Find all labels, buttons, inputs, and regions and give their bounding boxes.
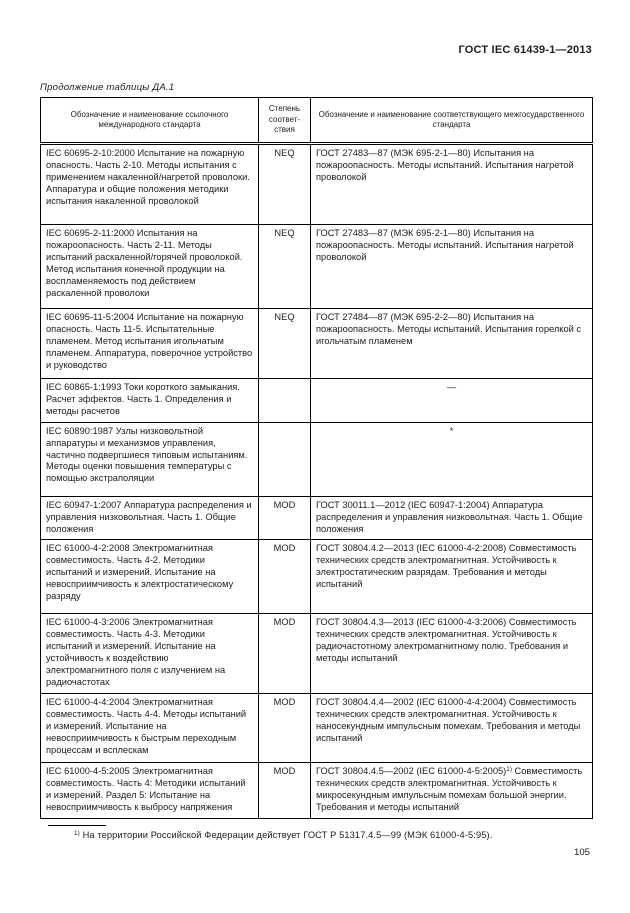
interstate-standard-text: ГОСТ 30804.4.5—2002 (IEC 61000-4-5:2005) xyxy=(316,765,507,776)
interstate-standard-cell: ГОСТ 27484—87 (МЭК 695-2-2—80) Испытания на пожароопасность. Методы испытаний. Испытания горелкой с игольчатым пламенем xyxy=(311,309,593,379)
table-row xyxy=(41,422,593,496)
interstate-standard-cell: * xyxy=(311,422,593,496)
footnote-text xyxy=(40,829,592,841)
page-number: 105 xyxy=(573,846,590,858)
col-header-interstate-standard: Обозначение и наименование соответствующего межгосударственного стандарта xyxy=(311,98,593,144)
footnote-reference-mark: 1) xyxy=(506,765,512,773)
degree-cell xyxy=(259,379,311,423)
interstate-standard-cell: ГОСТ 27483—87 (МЭК 695-2-1—80) Испытания на пожароопасность. Методы испытаний. Испытания нагретой проволокой xyxy=(311,144,593,225)
running-header: ГОСТ IEC 61439-1—2013 xyxy=(458,44,592,56)
table-row xyxy=(41,309,593,379)
table-row xyxy=(41,614,593,693)
footnote-block xyxy=(40,825,592,841)
interstate-standard-cell: ГОСТ 30011.1—2012 (IEC 60947-1:2004) Аппаратура распределения и управления низковольтная. Часть 1. Общие положения xyxy=(311,496,593,540)
footnote-separator-rule xyxy=(48,825,106,826)
footnote-marker: 1) xyxy=(74,829,80,837)
interstate-standard-cell: — xyxy=(311,379,593,423)
reference-standard-cell: IEC 60695-2-11:2000 Испытания на пожароопасность. Часть 2-11. Методы испытаний раскаленной/горячей проволокой. Метод испытания конечной продукции на воспламеняемость под действием раскаленной проволоки xyxy=(41,225,259,309)
interstate-standard-cell xyxy=(311,762,593,818)
table-row xyxy=(41,693,593,762)
degree-cell xyxy=(259,422,311,496)
table-row xyxy=(41,144,593,225)
degree-cell: MOD xyxy=(259,540,311,614)
table-row xyxy=(41,540,593,614)
table-row xyxy=(41,225,593,309)
reference-standard-cell: IEC 60947-1:2007 Аппаратура распределения и управления низковольтная. Часть 1. Общие положения xyxy=(41,496,259,540)
degree-cell: MOD xyxy=(259,496,311,540)
reference-standard-cell: IEC 61000-4-3:2006 Электромагнитная совместимость. Часть 4-3. Методики испытаний и измерений. Испытание на устойчивость к воздействию электромагнитного поля с излучением на радиочастотах xyxy=(41,614,259,693)
interstate-standard-cell: ГОСТ 30804.4.4—2002 (IEC 61000-4-4:2004) Совместимость технических средств электромагнитная. Устойчивость к наносекундным импульсным помехам. Требования и методы испытаний xyxy=(311,693,593,762)
degree-cell: NEQ xyxy=(259,309,311,379)
reference-standard-cell: IEC 60695-11-5:2004 Испытание на пожарную опасность. Часть 11-5. Испытательные пламенем. Метод испытания игольчатым пламенем. Аппаратура, поверочное устройство и руководство xyxy=(41,309,259,379)
interstate-standard-cell: ГОСТ 30804.4.2—2013 (IEC 61000-4-2:2008) Совместимость технических средств электромагнитная. Устойчивость к электростатическим разрядам. Требования и методы испытаний xyxy=(311,540,593,614)
reference-standard-cell: IEC 61000-4-5:2005 Электромагнитная совместимость. Часть 4: Методики испытаний и измерений. Раздел 5: Испытание на невосприимчивость к выбросу напряжения xyxy=(41,762,259,818)
reference-standard-cell: IEC 60865-1:1993 Токи короткого замыкания. Расчет эффектов. Часть 1. Определения и методы расчетов xyxy=(41,379,259,423)
reference-standard-cell: IEC 60890:1987 Узлы низковольтной аппаратуры и механизмов управления, частично подвергшиеся типовым испытаниям. Методы оценки повышения температуры с помощью экстраполяции xyxy=(41,422,259,496)
degree-cell: MOD xyxy=(259,614,311,693)
degree-cell: MOD xyxy=(259,762,311,818)
table-row xyxy=(41,379,593,423)
degree-cell: MOD xyxy=(259,693,311,762)
table-row xyxy=(41,762,593,818)
table-caption: Продолжение таблицы ДА.1 xyxy=(40,82,175,93)
table-header-row xyxy=(41,98,593,144)
page-content xyxy=(40,44,592,858)
reference-standard-cell: IEC 60695-2-10:2000 Испытание на пожарную опасность. Часть 2-10. Методы испытания с применением накаленной/нагретой проволоки. Аппаратура и общие положения методики испытания накаленной проволокой xyxy=(41,144,259,225)
table-row xyxy=(41,496,593,540)
interstate-standard-cell: ГОСТ 30804.4.3—2013 (IEC 61000-4-3:2006) Совместимость технических средств электромагнитная. Устойчивость к радиочастотному электромагнитному полю. Требования и методы испытаний xyxy=(311,614,593,693)
col-header-reference-standard: Обозначение и наименование ссылочного международного стандарта xyxy=(41,98,259,144)
footnote-body: На территории Российской Федерации действует ГОСТ Р 51317.4.5—99 (МЭК 61000-4-5:95). xyxy=(79,829,493,840)
reference-standard-cell: IEC 61000-4-2:2008 Электромагнитная совместимость. Часть 4-2. Методики испытаний и измерений. Испытание на невосприимчивость к электростатическому разряду xyxy=(41,540,259,614)
standards-correspondence-table xyxy=(40,97,593,819)
interstate-standard-cell: ГОСТ 27483—87 (МЭК 695-2-1—80) Испытания на пожароопасность. Методы испытаний. Испытания нагретой проволокой xyxy=(311,225,593,309)
reference-standard-cell: IEC 61000-4-4:2004 Электромагнитная совместимость. Часть 4-4. Методы испытаний и измерений. Испытание на невосприимчивость к быстрым переходным процессам и всплескам xyxy=(41,693,259,762)
col-header-degree: Степень соответ-ствия xyxy=(259,98,311,144)
interstate-standard-text: Совместимость технических средств электромагнитная. Устойчивость к микросекундным импульсным помехам большой энергии. Требования и методы испытаний xyxy=(316,765,583,812)
degree-cell: NEQ xyxy=(259,225,311,309)
degree-cell: NEQ xyxy=(259,144,311,225)
